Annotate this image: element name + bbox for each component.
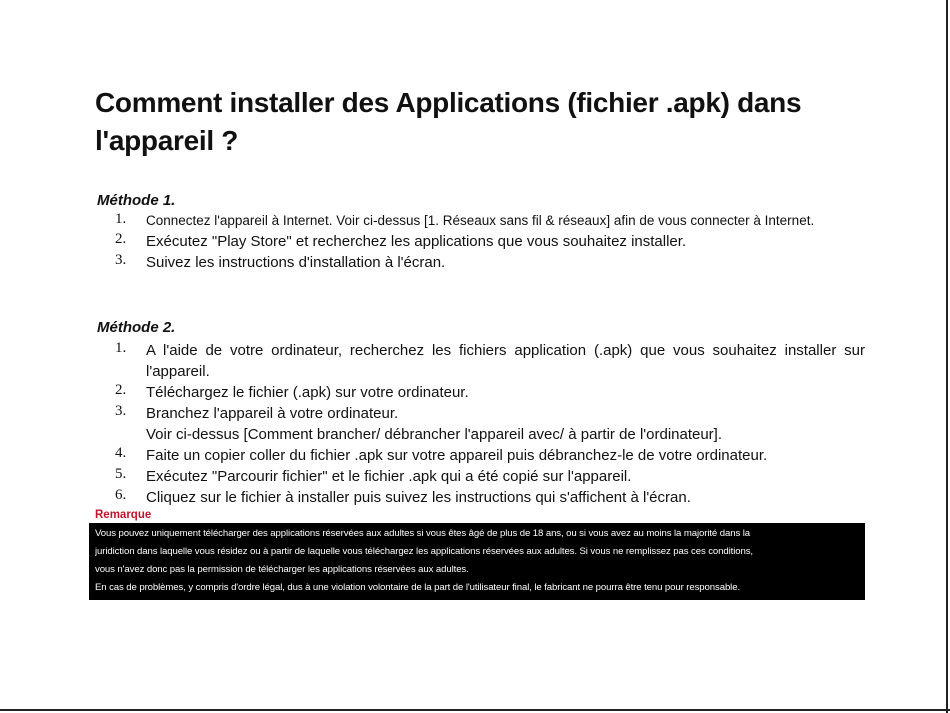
method-1-heading: Méthode 1. xyxy=(97,192,176,209)
step-number: 1. xyxy=(115,340,127,356)
step-number: 2. xyxy=(115,231,127,247)
step-text: Exécutez "Parcourir fichier" et le fichier .apk qui a été copié sur l'appareil. xyxy=(146,468,632,485)
step-text: A l'aide de votre ordinateur, recherchez les fichiers application (.apk) que vous souhaitez installer sur l'appareil. xyxy=(146,342,865,380)
step-number: 6. xyxy=(115,487,127,503)
page-edge-right xyxy=(946,0,948,713)
method-2-steps xyxy=(108,340,865,508)
page-title: Comment installer des Applications (fichier .apk) dans l'appareil ? xyxy=(95,87,802,156)
step-text: Cliquez sur le fichier à installer puis suivez les instructions qui s'affichent à l'écran. xyxy=(146,489,691,506)
method-2-step xyxy=(108,466,865,487)
step-text: Branchez l'appareil à votre ordinateur. xyxy=(146,405,399,422)
remarque-line: juridiction dans laquelle vous résidez ou à partir de laquelle vous téléchargez les applications réservées aux adultes. Si vous ne remplissez pas ces conditions, xyxy=(95,546,753,557)
remarque-line: vous n'avez donc pas la permission de télécharger les applications réservées aux adultes. xyxy=(95,564,469,575)
step-number: 5. xyxy=(115,466,127,482)
method-2-step xyxy=(108,340,865,382)
step-text: Faite un copier coller du fichier .apk sur votre appareil puis débranchez-le de votre ordinateur. xyxy=(146,447,768,464)
method-1-steps xyxy=(108,211,865,273)
step-text: Exécutez "Play Store" et recherchez les applications que vous souhaitez installer. xyxy=(146,233,687,250)
step-text: Téléchargez le fichier (.apk) sur votre ordinateur. xyxy=(146,384,469,401)
remarque-box xyxy=(89,523,865,600)
method-2-heading: Méthode 2. xyxy=(97,319,176,336)
step-number: 3. xyxy=(115,403,127,419)
step-number: 4. xyxy=(115,445,127,461)
remarque-label: Remarque xyxy=(95,509,152,521)
step-text: Suivez les instructions d'installation à l'écran. xyxy=(146,254,446,271)
step-subtext: Voir ci-dessus [Comment brancher/ débrancher l'appareil avec/ à partir de l'ordinateur]. xyxy=(146,426,723,443)
step-number: 1. xyxy=(115,211,127,227)
page-edge-bottom xyxy=(0,709,950,711)
method-2-step xyxy=(108,487,865,508)
step-text: Connectez l'appareil à Internet. Voir ci-dessus [1. Réseaux sans fil & réseaux] afin de vous connecter à Internet. xyxy=(146,213,815,228)
remarque-line: En cas de problèmes, y compris d'ordre légal, dus à une violation volontaire de la part de l'utilisateur final, le fabricant ne pourra être tenu pour responsable. xyxy=(95,582,741,593)
remarque-line: Vous pouvez uniquement télécharger des applications réservées aux adultes si vous êtes âgé de plus de 18 ans, ou si vous avez au moins la majorité dans la xyxy=(95,528,750,539)
step-text-group xyxy=(146,403,865,445)
step-number: 3. xyxy=(115,252,127,268)
step-number: 2. xyxy=(115,382,127,398)
method-2-step xyxy=(108,403,865,445)
method-1-step xyxy=(108,211,865,230)
method-1-step xyxy=(108,252,865,273)
method-1-step xyxy=(108,231,865,252)
method-2-step xyxy=(108,382,865,403)
method-2-step xyxy=(108,445,865,466)
